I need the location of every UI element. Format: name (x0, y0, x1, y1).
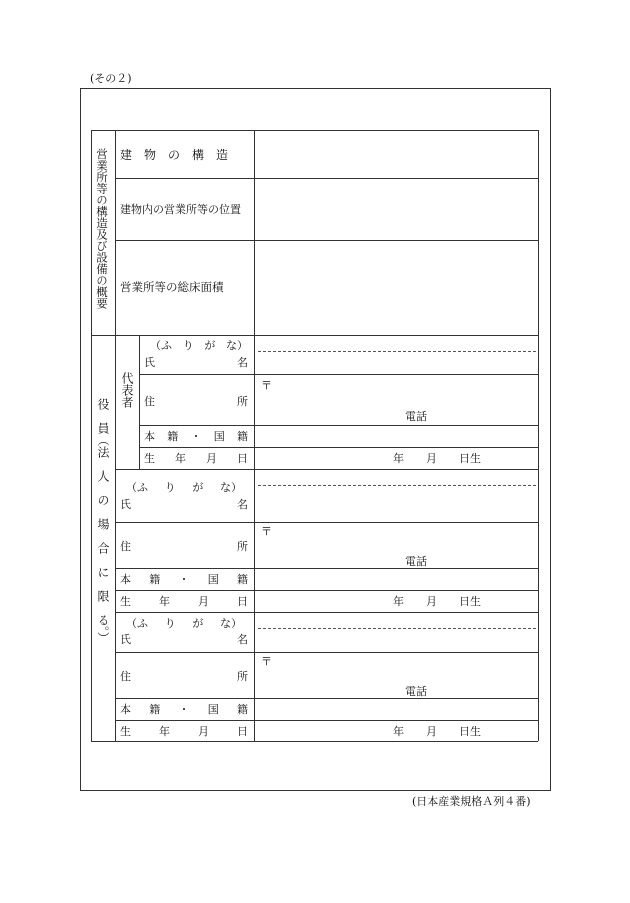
birth-value: 年 月 日生 (393, 595, 481, 608)
name-label: 氏 名 (120, 633, 248, 646)
postal-mark: 〒 (261, 379, 272, 392)
furigana-label: （ふ り が な） (126, 481, 242, 494)
name-label: 氏 名 (120, 498, 248, 511)
birth-value: 年 月 日生 (393, 452, 481, 465)
honseki-label: 本 籍 ・ 国 籍 (144, 430, 248, 443)
section2-title: 役 員（法 人 の 場 合 に 限 る。） (96, 398, 110, 644)
row-office-position: 建物内の営業所等の位置 (120, 203, 241, 216)
furigana-label: （ふ り が な） (126, 617, 242, 630)
row-floor-area: 営業所等の総床面積 (120, 280, 224, 294)
address-label: 住 所 (144, 395, 248, 408)
address-label: 住 所 (120, 540, 248, 553)
phone-label: 電話 (405, 555, 427, 568)
section1-title: 営業所等の構造及び設備の概要 (95, 148, 109, 309)
birth-label: 生 年 月 日 (120, 595, 248, 608)
building-structure-value[interactable] (255, 131, 537, 177)
birth-label: 生 年 月 日 (144, 452, 248, 465)
footer-note: (日本産業規格Ａ列４番) (412, 795, 531, 808)
row-building-structure: 建 物 の 構 造 (120, 148, 229, 162)
floor-area-value[interactable] (255, 241, 537, 334)
honseki-label: 本 籍 ・ 国 籍 (120, 573, 248, 586)
representative-label: 代表者 (120, 372, 134, 408)
page-label: (その２) (90, 72, 132, 85)
phone-label: 電話 (405, 685, 427, 698)
postal-mark: 〒 (261, 525, 272, 538)
office-position-value[interactable] (255, 179, 537, 239)
phone-label: 電話 (405, 410, 427, 423)
honseki-label: 本 籍 ・ 国 籍 (120, 703, 248, 716)
address-label: 住 所 (120, 670, 248, 683)
postal-mark: 〒 (261, 655, 272, 668)
name-label: 氏 名 (144, 356, 248, 369)
birth-label: 生 年 月 日 (120, 725, 248, 738)
furigana-label: （ふ り が な） (150, 339, 248, 352)
birth-value: 年 月 日生 (393, 725, 481, 738)
